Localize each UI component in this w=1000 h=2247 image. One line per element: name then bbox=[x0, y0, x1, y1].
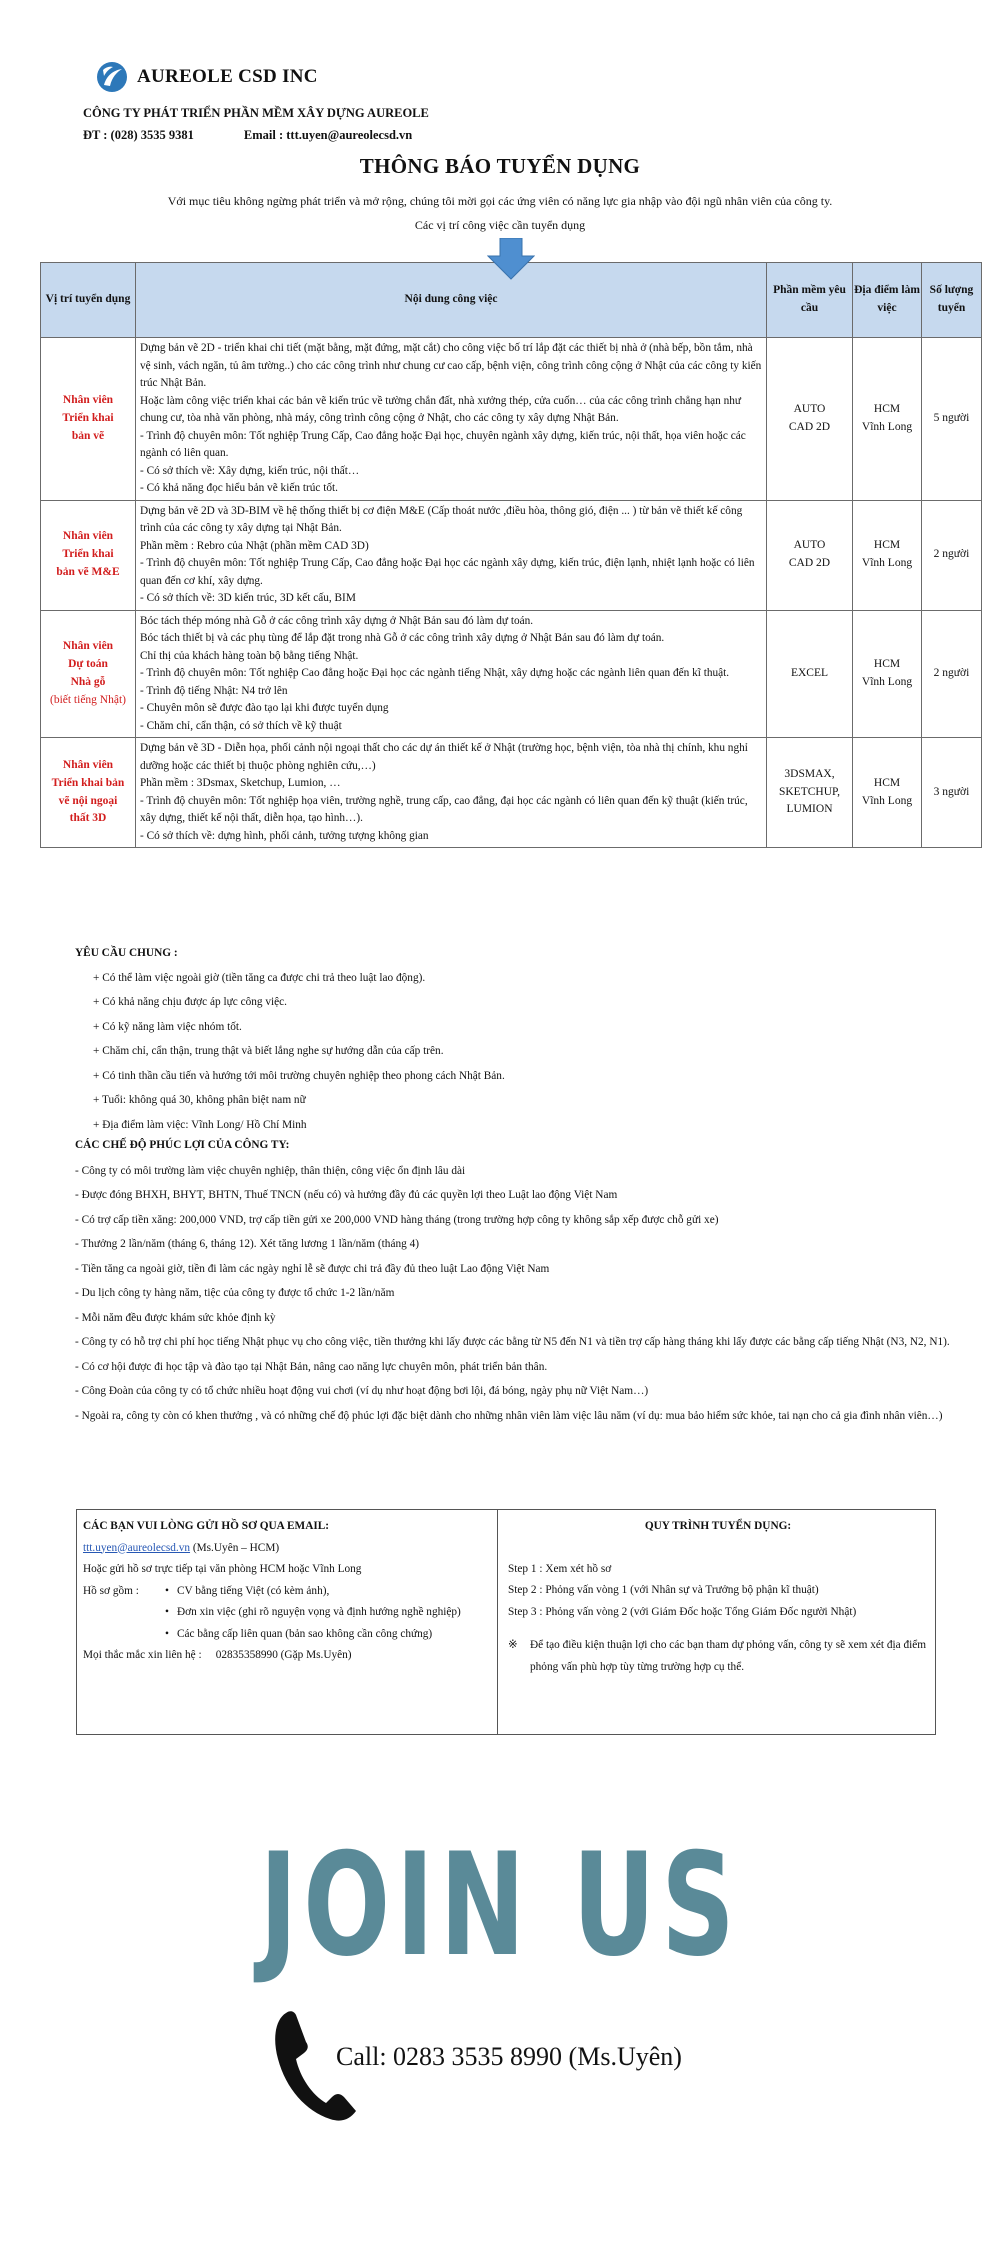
software-cell-line: SKETCHUP, bbox=[778, 785, 841, 798]
position-line: Nhân viên bbox=[62, 758, 114, 771]
description-line: - Trình độ chuyên môn: Tốt nghiệp Cao đẳng hoặc Đại học các ngành tiếng Nhật, xây dựng hoặc các ngành liên quan đến kĩ thuật. bbox=[140, 667, 730, 679]
header-location: Địa điểm làm việc bbox=[853, 263, 922, 338]
description-line: Dựng bản vẽ 2D và 3D-BIM về hệ thống thiết bị cơ điện M&E (Cấp thoát nước ,điều hòa, thông gió, điện ... ) từ bản vẽ thiết kế công trình của các công ty xây dựng tại Nhật Bản. bbox=[140, 504, 743, 534]
description-cell bbox=[136, 610, 767, 738]
description-line: - Có sở thích về: Xây dựng, kiến trúc, nội thất… bbox=[140, 464, 360, 477]
email-link[interactable]: ttt.uyen@aureolecsd.vn bbox=[83, 1541, 191, 1554]
requirements-heading: YÊU CẦU CHUNG : bbox=[75, 947, 178, 959]
location-cell-line: Vĩnh Long bbox=[861, 420, 913, 433]
software-cell bbox=[767, 500, 853, 610]
location-cell-line: HCM bbox=[873, 776, 901, 789]
description-line: Phần mềm : 3Dsmax, Sketchup, Lumion, … bbox=[140, 777, 341, 789]
apply-in-person: Hoặc gửi hồ sơ trực tiếp tại văn phòng HCM hoặc Vĩnh Long bbox=[83, 1563, 362, 1575]
position-line: Triển khai bản bbox=[51, 776, 125, 789]
position-cell bbox=[41, 500, 136, 610]
apply-heading: CÁC BẠN VUI LÒNG GỬI HỒ SƠ QUA EMAIL: bbox=[83, 1520, 330, 1532]
description-line: - Có sở thích về: 3D kiến trúc, 3D kết cấu, BIM bbox=[140, 592, 356, 604]
software-cell-line: CAD 2D bbox=[788, 420, 831, 433]
location-cell-line: Vĩnh Long bbox=[861, 557, 913, 569]
dossier-row bbox=[83, 1581, 493, 1646]
description-line: - Trình độ chuyên môn: Tốt nghiệp Trung Cấp, Cao đẳng hoặc Đại học, chuyên ngành xây dựng, kiến trúc, nội thất, họa viên hoặc các ngành có liên quan. bbox=[140, 429, 746, 459]
dossier-list bbox=[165, 1581, 461, 1646]
table-row bbox=[41, 738, 982, 848]
down-arrow-icon bbox=[487, 238, 535, 280]
requirement-item: + Có khả năng chịu được áp lực công việc. bbox=[93, 996, 287, 1008]
table-row bbox=[41, 500, 982, 610]
benefit-item: - Được đóng BHXH, BHYT, BHTN, Thuế TNCN (nếu có) và hưởng đầy đủ các quyền lợi theo Luật lao động Việt Nam bbox=[75, 1189, 618, 1201]
email-contact: (Ms.Uyên – HCM) bbox=[192, 1541, 280, 1554]
box-divider bbox=[497, 1510, 498, 1734]
benefit-item: - Có trợ cấp tiền xăng: 200,000 VND, trợ cấp tiền gửi xe 200,000 VND hàng tháng (trong trường hợp công ty không sắp xếp được chỗ gửi xe) bbox=[75, 1213, 719, 1226]
description-cell bbox=[136, 338, 767, 501]
position-line: Nhân viên bbox=[62, 394, 114, 407]
company-subtitle: CÔNG TY PHÁT TRIỂN PHẦN MỀM XÂY DỰNG AUREOLE bbox=[83, 106, 429, 120]
description-line: Bóc tách thiết bị và các phụ tùng để lắp đặt trong nhà Gỗ ở các công trình xây dựng ở Nhật Bản sau đó làm dự toán. bbox=[140, 632, 665, 644]
location-cell-line: Vĩnh Long bbox=[861, 675, 913, 688]
process-step: Step 2 : Phỏng vấn vòng 1 (với Nhân sự và Trưởng bộ phận kĩ thuật) bbox=[508, 1584, 819, 1596]
call-text: Call: 0283 3535 8990 (Ms.Uyên) bbox=[336, 2042, 682, 2071]
requirements-section bbox=[75, 941, 505, 1137]
requirement-item: + Chăm chỉ, cẩn thận, trung thật và biết lắng nghe sự hướng dẫn của cấp trên. bbox=[93, 1045, 444, 1057]
header-email: Email : ttt.uyen@aureolecsd.vn bbox=[243, 128, 413, 142]
dossier-item: • Các bằng cấp liên quan (bản sao không cần công chứng) bbox=[165, 1624, 461, 1646]
description-line: Dựng bản vẽ 2D - triển khai chi tiết (mặt bằng, mặt đứng, mặt cắt) cho công việc bố trí lắp đặt các thiết bị nhà ở (nhà bếp, bồn tắm, nhà vệ sinh, vách ngăn, tủ âm tường..) cho các công trình như chung cư cao cấp, bệnh viện, công trình công cộng ở Nhật của các công ty kiến trúc Nhật Bản. bbox=[140, 342, 762, 389]
description-line: Dựng bản vẽ 3D - Diễn họa, phối cảnh nội ngoại thất cho các dự án thiết kế ở Nhật (trường học, bệnh viện, tòa nhà thị chính, khu nghỉ dưỡng hoặc các thiết bị thuộc phòng nghiên cứu,…) bbox=[140, 742, 748, 772]
position-line: Triển khai bbox=[62, 411, 114, 424]
application-box bbox=[76, 1509, 936, 1735]
benefits-section bbox=[75, 1133, 955, 1430]
apply-contact: Mọi thắc mắc xin liên hệ : 02835358990 (Gặp Ms.Uyên) bbox=[83, 1649, 352, 1661]
header-software: Phần mềm yêu cầu bbox=[767, 263, 853, 338]
benefit-item: - Tiền tăng ca ngoài giờ, tiền đi làm các ngày nghỉ lễ sẽ được chi trả đầy đủ theo luật Lao động Việt Nam bbox=[75, 1262, 550, 1275]
software-cell bbox=[767, 338, 853, 501]
description-line: Bóc tách thép móng nhà Gỗ ở các công trình xây dựng ở Nhật Bản sau đó làm dự toán. bbox=[140, 614, 534, 627]
note-symbol: ※ bbox=[508, 1639, 518, 1651]
benefit-item: - Mỗi năm đều được khám sức khỏe định kỳ bbox=[75, 1311, 276, 1324]
location-cell-line: HCM bbox=[873, 539, 901, 552]
location-cell bbox=[853, 610, 922, 738]
requirements-list bbox=[75, 966, 505, 1138]
location-cell-line: HCM bbox=[873, 657, 901, 670]
location-cell bbox=[853, 338, 922, 501]
process-step: Step 1 : Xem xét hồ sơ bbox=[508, 1562, 612, 1575]
benefit-item: - Thưởng 2 lần/năm (tháng 6, tháng 12). Xét tăng lương 1 lần/năm (tháng 4) bbox=[75, 1238, 419, 1250]
requirement-item: + Có tinh thần cầu tiến và hướng tới môi trường chuyên nghiệp theo phong cách Nhật Bản. bbox=[93, 1069, 505, 1082]
description-line: - Chuyên môn sẽ được đào tạo lại khi được tuyển dụng bbox=[140, 702, 389, 714]
position-line: Nhân viên bbox=[62, 530, 114, 543]
process-note bbox=[508, 1635, 928, 1678]
description-cell bbox=[136, 738, 767, 848]
software-cell-line: EXCEL bbox=[790, 666, 829, 679]
requirement-item: + Tuổi: không quá 30, không phân biệt nam nữ bbox=[93, 1094, 306, 1106]
header-quantity: Số lượng tuyển bbox=[922, 263, 982, 338]
position-cell bbox=[41, 338, 136, 501]
process-step: Step 3 : Phỏng vấn vòng 2 (với Giám Đốc hoặc Tổng Giám Đốc người Nhật) bbox=[508, 1605, 857, 1618]
apply-instructions bbox=[83, 1516, 493, 1667]
position-line: vẽ nội ngoại bbox=[58, 794, 118, 807]
description-line: Hoặc làm công việc triển khai các bản vẽ kiến trúc về tường chắn đất, nhà xưởng thép, cửa cuốn… của các công trình chẳng hạn như chung cư, tòa nhà văn phòng, nhà máy, công trình công cộng ở Nhật, cho các công ty xây dựng Nhật Bản. bbox=[140, 394, 742, 424]
quantity-cell: 5 người bbox=[922, 338, 982, 501]
position-cell bbox=[41, 738, 136, 848]
position-note: (biết tiếng Nhật) bbox=[49, 693, 126, 706]
requirement-item: + Có thể làm việc ngoài giờ (tiền tăng ca được chi trả theo luật lao động). bbox=[93, 971, 426, 984]
header-description: Nội dung công việc bbox=[136, 263, 767, 338]
description-line: Phần mềm : Rebro của Nhật (phần mềm CAD 3D) bbox=[140, 539, 369, 552]
jobs-table bbox=[40, 262, 982, 848]
table-row bbox=[41, 610, 982, 738]
company-name: AUREOLE CSD INC bbox=[137, 66, 318, 87]
software-cell bbox=[767, 738, 853, 848]
requirement-item: + Địa điểm làm việc: Vĩnh Long/ Hồ Chí Minh bbox=[93, 1118, 307, 1131]
description-line: - Có sở thích về: dựng hình, phối cảnh, tưởng tượng không gian bbox=[140, 829, 429, 842]
position-line: Dự toán bbox=[68, 657, 108, 670]
note-text: Để tạo điều kiện thuận lợi cho các bạn tham dự phỏng vấn, công ty sẽ xem xét địa điểm phỏng vấn phù hợp tùy từng trường hợp cụ thể. bbox=[530, 1639, 927, 1673]
jobs-table-body bbox=[41, 338, 982, 848]
dossier-item: • CV bằng tiếng Việt (có kèm ảnh), bbox=[165, 1581, 461, 1603]
requirement-item: + Có kỹ năng làm việc nhóm tốt. bbox=[93, 1020, 242, 1033]
software-cell-line: LUMION bbox=[786, 803, 833, 816]
logo-row bbox=[95, 60, 318, 94]
benefit-item: - Công ty có môi trường làm việc chuyên nghiệp, thân thiện, công việc ổn định lâu dài bbox=[75, 1164, 466, 1177]
description-line: - Có khả năng đọc hiểu bản vẽ kiến trúc tốt. bbox=[140, 482, 338, 494]
software-cell-line: AUTO bbox=[793, 402, 826, 415]
benefits-heading: CÁC CHẾ ĐỘ PHÚC LỢI CỦA CÔNG TY: bbox=[75, 1139, 290, 1151]
location-cell-line: HCM bbox=[873, 402, 901, 415]
logo-icon bbox=[95, 60, 129, 94]
position-line: bản vẽ M&E bbox=[56, 565, 120, 578]
benefit-item: - Ngoài ra, công ty còn có khen thưởng , và có những chế độ phúc lợi đặc biệt dành cho những nhân viên làm việc lâu năm (ví dụ: mua bảo hiểm sức khỏe, tai nạn cho cả gia đình nhân viên…) bbox=[75, 1409, 943, 1422]
benefits-list bbox=[75, 1161, 955, 1427]
dossier-item: • Đơn xin việc (ghi rõ nguyện vọng và định hướng nghề nghiệp) bbox=[165, 1602, 461, 1624]
benefit-item: - Có cơ hội được đi học tập và đào tạo tại Nhật Bản, nâng cao năng lực chuyên môn, phát triển bản thân. bbox=[75, 1360, 548, 1373]
description-line: - Trình độ chuyên môn: Tốt nghiệp họa viên, trường nghề, trung cấp, cao đẳng, đại học các ngành có liên quan đến kỹ thuật (kiến trúc, xây dựng, thiết kế nội thất, diễn họa, tạo hình…). bbox=[140, 794, 748, 824]
description-line: - Trình độ tiếng Nhật: N4 trở lên bbox=[140, 684, 288, 697]
position-line: Nhân viên bbox=[62, 640, 114, 653]
benefit-item: - Du lịch công ty hàng năm, tiệc của công ty được tổ chức 1-2 lần/năm bbox=[75, 1287, 395, 1299]
position-line: bản vẽ bbox=[71, 429, 105, 442]
location-cell bbox=[853, 738, 922, 848]
join-us-banner: JOIN US bbox=[259, 1823, 741, 1988]
process-section bbox=[508, 1516, 928, 1678]
dossier-label: Hồ sơ gồm : bbox=[83, 1584, 139, 1597]
location-cell bbox=[853, 500, 922, 610]
page-title: THÔNG BÁO TUYỂN DỤNG bbox=[359, 154, 641, 178]
software-cell-line: CAD 2D bbox=[788, 557, 831, 569]
description-line: - Chăm chỉ, cẩn thận, có sở thích về kỹ thuật bbox=[140, 719, 342, 732]
intro-text: Với mục tiêu không ngừng phát triển và mở rộng, chúng tôi mời gọi các ứng viên có năng lực gia nhập vào đội ngũ nhân viên của công ty. bbox=[167, 194, 833, 208]
benefit-item: - Công Đoàn của công ty có tổ chức nhiều hoạt động vui chơi (ví dụ như hoạt động bơi lội, đá bóng, ngày phụ nữ Việt Nam…) bbox=[75, 1385, 649, 1397]
position-line: Triển khai bbox=[62, 548, 114, 561]
header-contact bbox=[83, 128, 412, 143]
process-heading: QUY TRÌNH TUYỂN DỤNG: bbox=[644, 1520, 792, 1532]
quantity-cell: 3 người bbox=[922, 738, 982, 848]
quantity-cell: 2 người bbox=[922, 500, 982, 610]
table-row bbox=[41, 338, 982, 501]
description-line: - Trình độ chuyên môn: Tốt nghiệp Trung Cấp, Cao đẳng hoặc Đại học các ngành xây dựng, kiến trúc, điện lạnh, nhiệt lạnh hoặc có liên quan đến cơ khí, xây dựng. bbox=[140, 557, 755, 587]
description-cell bbox=[136, 500, 767, 610]
header-phone: ĐT : (028) 3535 9381 bbox=[83, 128, 194, 142]
apply-email-line bbox=[83, 1538, 493, 1560]
position-cell bbox=[41, 610, 136, 738]
location-cell-line: Vĩnh Long bbox=[861, 794, 913, 807]
benefit-item: - Công ty có hỗ trợ chi phí học tiếng Nhật phục vụ cho công việc, tiền thưởng khi lấy được các bằng từ N5 đến N1 và tiền trợ cấp hàng tháng khi lấy được các bằng cấp tiếng Nhật (N3, N2, N1). bbox=[75, 1336, 950, 1348]
software-cell-line: 3DSMAX, bbox=[784, 767, 835, 780]
software-cell bbox=[767, 610, 853, 738]
quantity-cell: 2 người bbox=[922, 610, 982, 738]
position-line: Nhà gỗ bbox=[70, 675, 106, 688]
position-line: thất 3D bbox=[69, 812, 107, 825]
header-position: Vị trí tuyển dụng bbox=[41, 263, 136, 338]
software-cell-line: AUTO bbox=[793, 539, 826, 552]
positions-caption: Các vị trí công việc cần tuyển dụng bbox=[414, 218, 586, 232]
description-line: Chỉ thị của khách hàng toàn bộ bằng tiếng Nhật. bbox=[140, 649, 359, 662]
